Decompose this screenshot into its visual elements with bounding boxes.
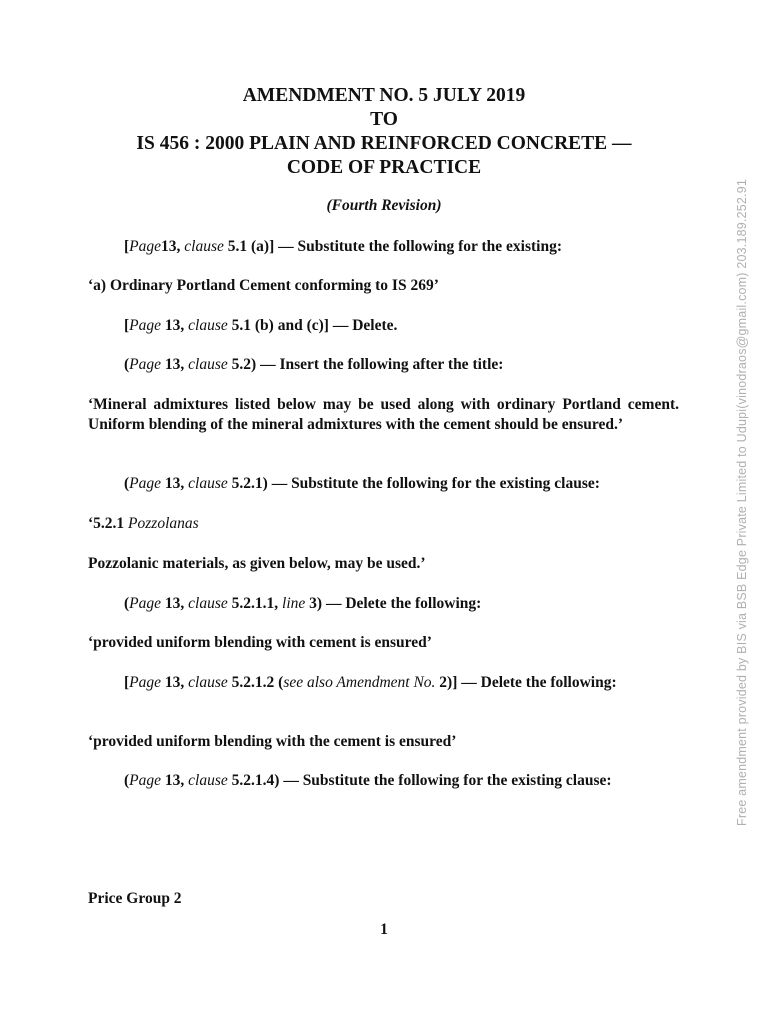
title-to: TO <box>370 109 398 130</box>
clause-heading: ‘5.2.1 Pozzolanas <box>88 515 199 532</box>
amendment-item: (Page 13, clause 5.2.1.1, line 3) — Delete the following: <box>124 595 482 612</box>
price-group: Price Group 2 <box>88 890 182 907</box>
amendment-number: AMENDMENT NO. 5 JULY 2019 <box>242 85 526 106</box>
amendment-text: ‘provided uniform blending with cement is ensured’ <box>88 634 432 651</box>
amendment-item: [Page13, clause 5.1 (a)] — Substitute the following for the existing: <box>124 238 563 255</box>
license-watermark: Free amendment provided by BIS via BSB Edge Private Limited to Udupi(vinodraos@gmail.com) 203.189.252.91 <box>735 178 749 826</box>
amendment-item: (Page 13, clause 5.2.1.4) — Substitute the following for the existing clause: <box>124 772 612 789</box>
amendment-text: ‘provided uniform blending with the cement is ensured’ <box>88 733 457 750</box>
standard-subtitle: CODE OF PRACTICE <box>286 157 482 178</box>
amendment-item: [Page 13, clause 5.2.1.2 (see also Amendment No. 2)] — Delete the following: <box>124 674 617 691</box>
amendment-text: Pozzolanic materials, as given below, may be used.’ <box>88 555 426 572</box>
amendment-text: ‘Mineral admixtures listed below may be used along with ordinary Portland cement. Uniform blending of the mineral admixtures with the cement should be ensured.’ <box>88 396 679 433</box>
amendment-item: (Page 13, clause 5.2.1) — Substitute the following for the existing clause: <box>124 475 600 492</box>
page-number: 1 <box>380 921 388 938</box>
amendment-item: (Page 13, clause 5.2) — Insert the following after the title: <box>124 356 504 373</box>
amendment-item: [Page 13, clause 5.1 (b) and (c)] — Delete. <box>124 317 398 334</box>
revision-label: (Fourth Revision) <box>326 197 442 214</box>
standard-title: IS 456 : 2000 PLAIN AND REINFORCED CONCRETE — <box>136 133 632 154</box>
amendment-text: ‘a) Ordinary Portland Cement conforming to IS 269’ <box>88 277 439 294</box>
document-title <box>80 84 688 180</box>
